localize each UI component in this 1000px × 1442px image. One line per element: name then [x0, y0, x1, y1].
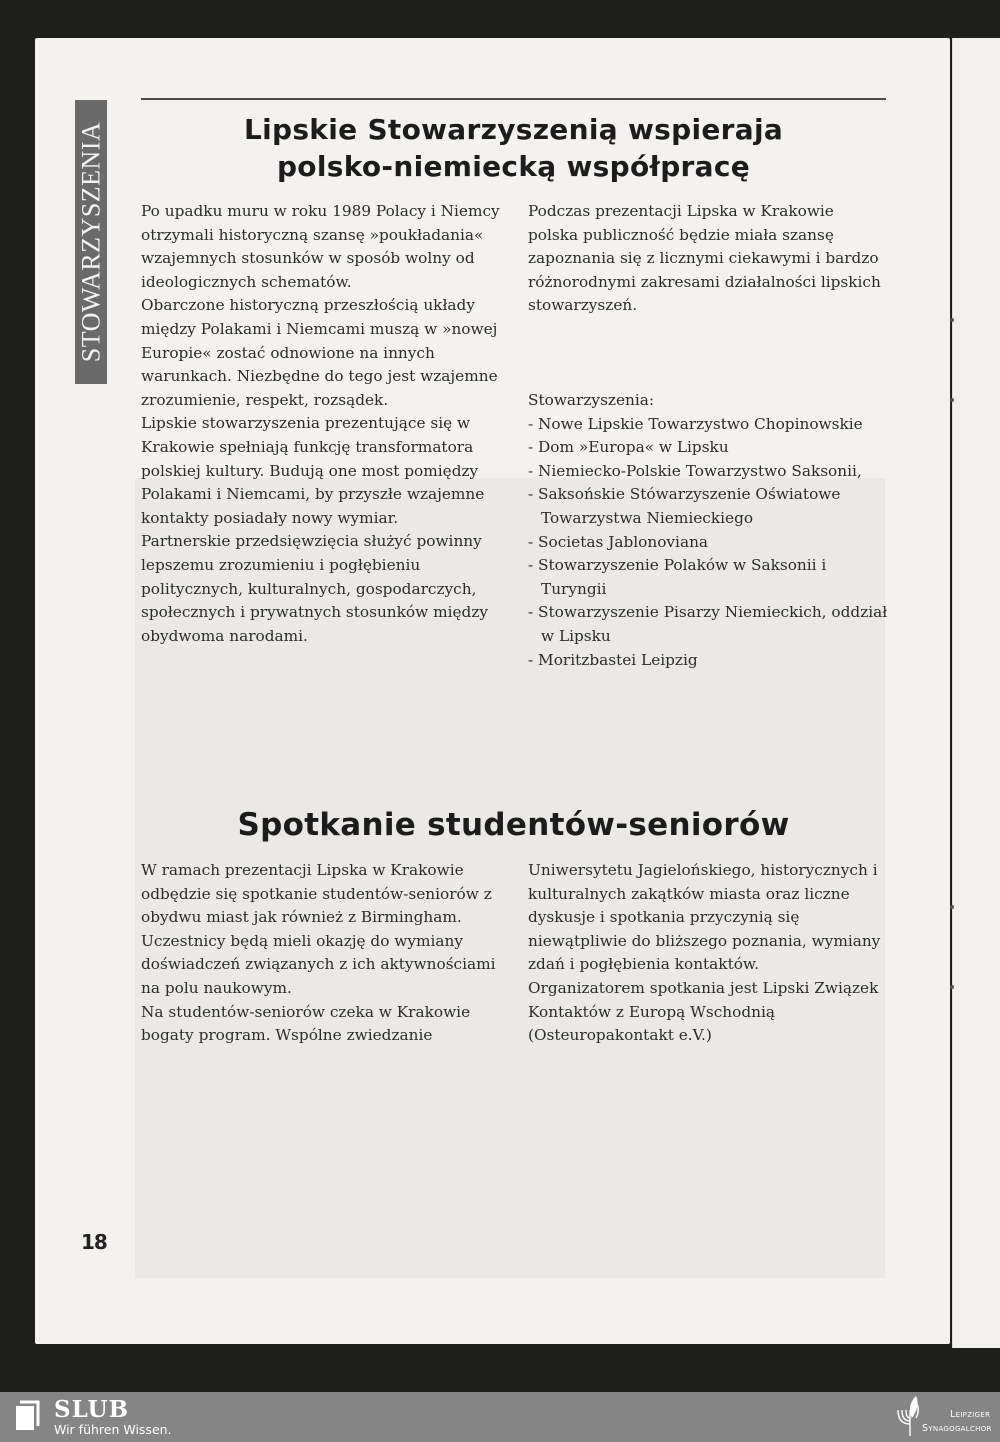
synagogalchor-brand-line1[interactable]: Leipziger [950, 1409, 991, 1420]
synagogalchor-brand-line2[interactable]: Synagogalchor [922, 1423, 992, 1434]
article1-left-column [141, 200, 511, 648]
slub-tagline: Wir führen Wissen. [54, 1422, 172, 1437]
article2-right-column [528, 859, 888, 1048]
list-item: - Dom »Europa« w Lipsku [528, 438, 729, 457]
associations-list [528, 413, 888, 673]
list-item: - Nowe Lipskie Towarzystwo Chopinowskie [528, 414, 863, 433]
list-item: - Niemiecko-Polskie Towarzystwo Saksonii, [528, 461, 862, 480]
article1-title [141, 111, 886, 185]
scan-mark [950, 398, 954, 402]
list-item: - Stowarzyszenie Pisarzy Niemieckich, oddział w Lipsku [528, 603, 888, 645]
paragraph: Po upadku muru w roku 1989 Polacy i Niemcy otrzymali historyczną szansę »poukładania« wzajemnych stosunków w sposób wolny od ideologicznych schematów. [141, 202, 500, 291]
paragraph: Organizatorem spotkania jest Lipski Związek Kontaktów z Europą Wschodnią (Osteuropakontakt e.V.) [528, 978, 879, 1045]
paragraph: Lipskie stowarzyszenia prezentujące się w Krakowie spełniają funkcję transformatora polskiej kultury. Budują one most pomiędzy Polakami i Niemcami, by przyszłe wzajemne kontakty posiadały nowy wymiar. [141, 414, 485, 527]
list-item: - Societas Jablonoviana [528, 532, 709, 551]
page-number: 18 [81, 1230, 107, 1254]
next-page-edge [952, 38, 1000, 1348]
paragraph: W ramach prezentacji Lipska w Krakowie odbędzie się spotkanie studentów-seniorów z obydwu miast jak również z Birmingham. Uczestnicy będą mieli okazję do wymiany doświadczeń związanych z ich aktywnościami na polu naukowym. [141, 861, 496, 997]
section-tab-label: STOWARZYSZENIA [76, 121, 105, 363]
scan-mark [950, 318, 954, 322]
list-item: - Stowarzyszenie Polaków w Saksonii i Turyngii [528, 556, 827, 598]
list-item: - Moritzbastei Leipzig [528, 650, 698, 669]
top-rule-divider [141, 98, 886, 100]
article1-title-line2: polsko-niemiecką współpracę [276, 150, 751, 183]
associations-heading: Stowarzyszenia: [528, 390, 655, 409]
scan-mark [950, 985, 954, 989]
paragraph: Obarczone historyczną przeszłością układy między Polakami i Niemcami muszą w »nowej Europie« zostać odnowione na innych warunkach. Niezbędne do tego jest wzajemne zrozumienie, respekt, rozsądek. [141, 296, 498, 409]
article2-left-column [141, 859, 511, 1048]
article2-title: Spotkanie studentów-seniorów [237, 807, 790, 843]
scan-mark [950, 905, 954, 909]
article1-right-column [528, 200, 888, 672]
paragraph: Partnerskie przedsięwzięcia służyć powinny lepszemu zrozumieniu i pogłębieniu politycznych, kulturalnych, gospodarczych, społecznych i prywatnych stosunków między obydwoma narodami. [141, 532, 489, 645]
intro-paragraph: Podczas prezentacji Lipska w Krakowie polska publiczność będzie miała szansę zapoznania się z licznymi ciekawymi i bardzo różnorodnymi zakresami działalności lipskich stowarzyszeń. [528, 202, 881, 315]
book-pages-icon[interactable] [14, 1400, 42, 1432]
slub-brand[interactable]: SLUB [54, 1396, 130, 1423]
paragraph: Uniwersytetu Jagielońskiego, historycznych i kulturalnych zakątków miasta oraz liczne dyskusje i spotkania przyczynią się niewątpliwie do bliższego poznania, wymiany zdań i pogłębienia kontaktów. [528, 861, 881, 974]
list-item: - Saksońskie Stówarzyszenie Oświatowe Towarzystwa Niemieckiego [528, 485, 841, 527]
section-tab [75, 100, 107, 384]
article1-title-line1: Lipskie Stowarzyszenią wspieraja [243, 113, 784, 146]
paragraph: Na studentów-seniorów czeka w Krakowie bogaty program. Wspólne zwiedzanie [141, 1002, 471, 1045]
footer-bar [0, 1392, 1000, 1442]
